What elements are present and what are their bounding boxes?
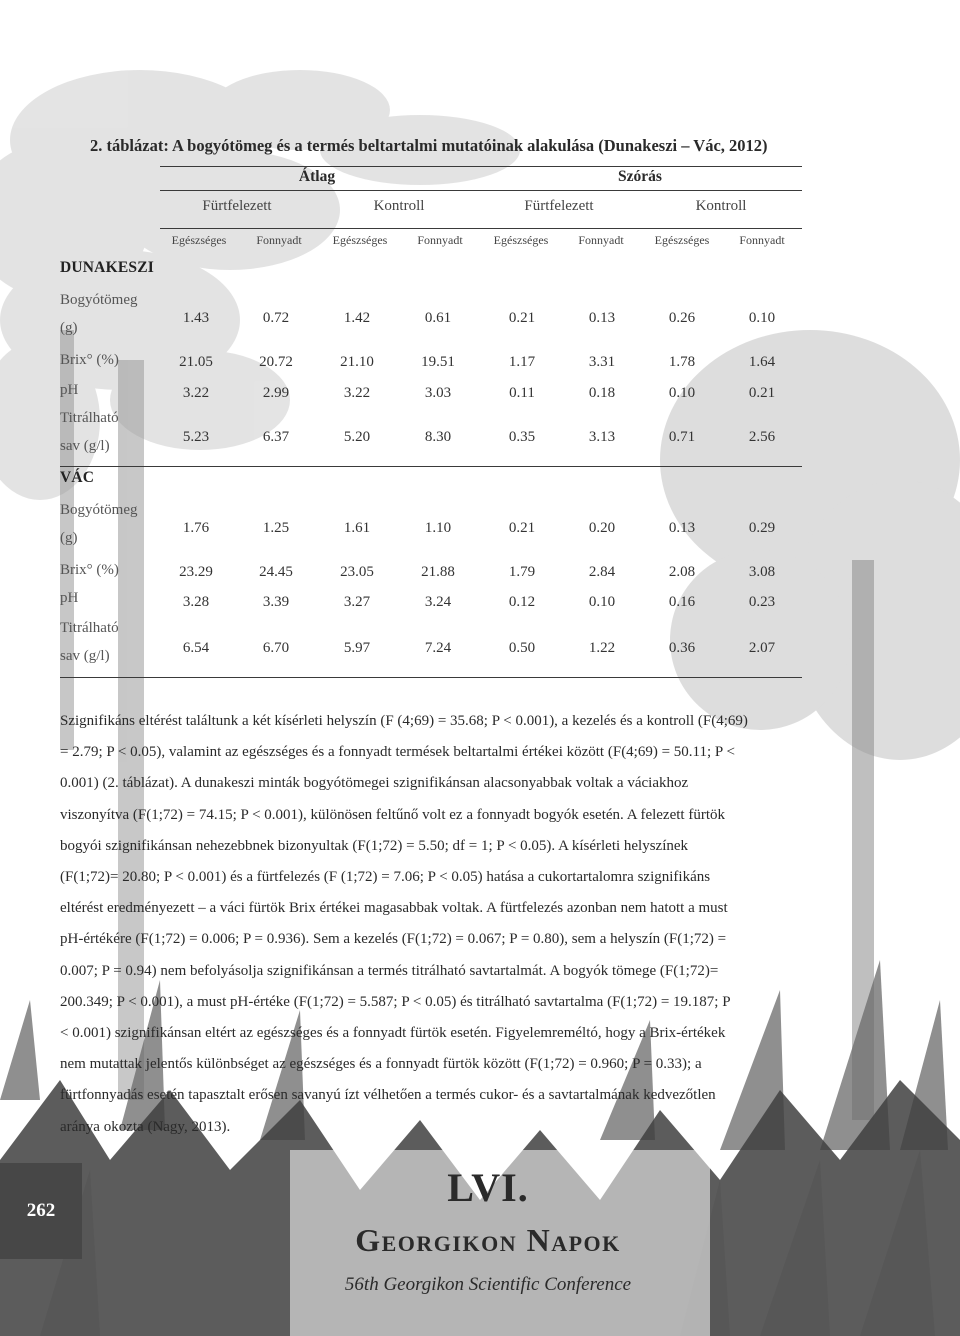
row-label-line: Bogyótömeg	[60, 502, 138, 518]
table-cell: 2.84	[588, 564, 616, 580]
row-label	[60, 584, 78, 612]
table-cell: 1.22	[588, 640, 616, 656]
table-cell: 24.45	[259, 564, 293, 580]
table-cell: 0.36	[668, 640, 696, 656]
page-number: 262	[26, 1200, 56, 1221]
table-cell: 0.11	[509, 385, 535, 401]
table-cell: 21.88	[421, 564, 455, 580]
table-cell: 0.71	[668, 429, 696, 445]
conference-name: Georgikon Napok	[355, 1222, 621, 1258]
row-label-line: Titrálható	[60, 620, 119, 636]
column-header: Egészséges	[654, 233, 710, 247]
paragraph-line: aránya okozta (Nagy, 2013).	[60, 1118, 231, 1135]
table-cell: 21.05	[179, 354, 213, 370]
table-cell: 0.10	[668, 385, 696, 401]
paragraph-line: = 2.79; P < 0.05), valamint az egészséges és a fonnyadt termések beltartalmi értékei között (F(4;69) = 50.11; P <	[60, 744, 735, 761]
table-cell: 0.18	[588, 385, 616, 401]
table-cell: 5.23	[182, 429, 210, 445]
table-cell: 0.12	[508, 594, 536, 610]
table-cell: 0.61	[424, 310, 452, 326]
subgroup-header-furtfelezett-szoras: Fürtfelezett	[524, 198, 594, 214]
table-top-rule	[160, 166, 802, 167]
table-cell: 0.72	[262, 310, 290, 326]
paragraph-line: 200.349; P < 0.001), a must pH-értéke (F(1;72) = 5.587; P < 0.05) és titrálható savtartalma (F(1;72) = 19.187; P	[60, 993, 731, 1010]
table-cell: 0.13	[668, 520, 696, 536]
table-cell: 1.10	[424, 520, 452, 536]
table-cell: 23.05	[340, 564, 374, 580]
row-label	[60, 614, 119, 670]
row-label	[60, 404, 119, 460]
row-label	[60, 496, 138, 552]
subgroup-header-kontroll-atlag: Kontroll	[373, 198, 425, 214]
table-cell: 3.31	[588, 354, 616, 370]
table-cell: 0.21	[508, 310, 536, 326]
table-cell: 0.35	[508, 429, 536, 445]
group-rule	[160, 190, 802, 191]
table-cell: 6.54	[182, 640, 210, 656]
group-header-szoras: Szórás	[618, 168, 662, 185]
conference-subtitle: 56th Georgikon Scientific Conference	[344, 1274, 632, 1295]
subgroup-rule	[160, 228, 802, 229]
paragraph-line: Szignifikáns eltérést találtunk a két kísérleti helyszín (F (4;69) = 35.68; P < 0.001), a kezelés és a kontroll (F(4;69)	[60, 713, 748, 729]
paragraph-line: < 0.001) szignifikánsan eltért az egészséges és a fonnyadt fürtök esetén. Figyelemreméltó, hogy a Brix-értékek	[60, 1025, 726, 1042]
column-header: Fonnyadt	[417, 233, 463, 247]
column-header: Egészséges	[332, 233, 388, 247]
table-cell: 2.99	[262, 385, 290, 401]
site-heading-dunakeszi: DUNAKESZI	[60, 259, 154, 276]
row-label-line: (g)	[60, 320, 78, 336]
table-cell: 3.13	[588, 429, 616, 445]
table-caption: 2. táblázat: A bogyótömeg és a termés beltartalmi mutatóinak alakulása (Dunakeszi – Vác, 2012)	[90, 136, 768, 155]
table-cell: 5.97	[343, 640, 371, 656]
table-cell: 1.17	[508, 354, 536, 370]
row-label	[60, 286, 138, 342]
row-label	[60, 346, 119, 374]
table-cell: 1.78	[668, 354, 696, 370]
row-label-line: sav (g/l)	[60, 648, 110, 664]
table-cell: 6.37	[262, 429, 290, 445]
row-label-line: Titrálható	[60, 410, 119, 426]
table-cell: 2.08	[668, 564, 696, 580]
column-header: Egészséges	[171, 233, 227, 247]
table-cell: 0.21	[748, 385, 776, 401]
subgroup-header-furtfelezett-atlag: Fürtfelezett	[202, 198, 272, 214]
table-cell: 8.30	[424, 429, 452, 445]
table-cell: 1.25	[262, 520, 290, 536]
table-cell: 3.24	[424, 594, 452, 610]
table-cell: 2.56	[748, 429, 776, 445]
table-cell: 0.13	[588, 310, 616, 326]
group-header-atlag: Átlag	[298, 168, 336, 185]
table-cell: 0.20	[588, 520, 616, 536]
row-label-line: sav (g/l)	[60, 438, 110, 454]
table-cell: 23.29	[179, 564, 213, 580]
paragraph-line: bogyói szignifikánsan nehezebbnek bizonyultak (F(1;72) = 5.50; df = 1; P < 0.05). A kísérleti helyszínek	[60, 837, 689, 854]
table-cell: 3.22	[182, 385, 210, 401]
table-cell: 1.61	[343, 520, 371, 536]
row-label	[60, 556, 119, 584]
table-cell: 5.20	[343, 429, 371, 445]
table-cell: 0.29	[748, 520, 776, 536]
table-cell: 21.10	[340, 354, 374, 370]
column-header: Fonnyadt	[739, 233, 785, 247]
table-cell: 19.51	[421, 354, 455, 370]
subgroup-header-kontroll-szoras: Kontroll	[695, 198, 747, 214]
conference-number: LVI.	[447, 1165, 529, 1210]
table-cell: 3.08	[748, 564, 776, 580]
table-cell: 7.24	[424, 640, 452, 656]
column-header: Fonnyadt	[578, 233, 624, 247]
table-cell: 0.10	[588, 594, 616, 610]
table-cell: 0.10	[748, 310, 776, 326]
row-label-line: pH	[60, 590, 79, 606]
paragraph-line: (F(1;72)= 20.80; P < 0.001) és a fürtfelezés (F (1;72) = 7.06; P < 0.05) hatása a cukortartalomra szignifikáns	[60, 869, 711, 886]
paragraph-line: pH-értékére (F(1;72) = 0.006; P = 0.936). Sem a kezelés (F(1;72) = 0.067; P = 0.80), sem a helyszín (F(1;72) =	[60, 931, 727, 948]
paragraph-line: fürtfonnyadás esetén tapasztalt erősen savanyú ízt vélhetően a termés cukor- és a savtartalmának kedvezőtlen	[60, 1087, 716, 1104]
table-cell: 0.23	[748, 594, 776, 610]
table-cell: 3.28	[182, 594, 210, 610]
table-cell: 1.64	[748, 354, 776, 370]
paragraph-line: 0.007; P = 0.94) nem befolyásolja szignifikánsan a termés titrálható savtartalmát. A bogyók tömege (F(1;72)=	[60, 962, 719, 979]
table-cell: 20.72	[259, 354, 293, 370]
row-label-line: Bogyótömeg	[60, 292, 138, 308]
row-label-line: Brix° (%)	[60, 352, 119, 368]
table-cell: 1.79	[508, 564, 536, 580]
paragraph-line: nem mutattak jelentős különbséget az egészséges és a fonnyadt fürtök között (F(1;72) = 0.960; P = 0.33); a	[60, 1056, 702, 1073]
row-label-line: (g)	[60, 530, 78, 546]
column-header: Egészséges	[493, 233, 549, 247]
table-cell: 0.21	[508, 520, 536, 536]
body-paragraph	[60, 706, 838, 1143]
table-cell: 3.39	[262, 594, 290, 610]
table-cell: 1.42	[343, 310, 371, 326]
table-cell: 0.26	[668, 310, 696, 326]
paragraph-line: eltérést eredményezett – a váci fürtök Brix értékei magasabbak voltak. A fürtfelezés azonban nem hatott a must	[60, 900, 728, 917]
row-label-line: pH	[60, 382, 79, 398]
paragraph-line: 0.001) (2. táblázat). A dunakeszi minták bogyótömegei szignifikánsan alacsonyabbak voltak a váciakhoz	[60, 775, 689, 792]
table-cell: 0.50	[508, 640, 536, 656]
table-cell: 0.16	[668, 594, 696, 610]
row-label-line: Brix° (%)	[60, 562, 119, 578]
column-header: Fonnyadt	[256, 233, 302, 247]
table-cell: 3.03	[424, 385, 452, 401]
table-bottom-rule	[60, 677, 802, 678]
table-cell: 1.76	[182, 520, 210, 536]
row-label	[60, 376, 78, 404]
table-cell: 1.43	[182, 310, 210, 326]
site-heading-vac: VÁC	[60, 469, 95, 486]
site-separator-rule	[60, 466, 802, 467]
table-cell: 2.07	[748, 640, 776, 656]
table-cell: 3.27	[343, 594, 371, 610]
table-cell: 3.22	[343, 385, 371, 401]
table-cell: 6.70	[262, 640, 290, 656]
paragraph-line: viszonyítva (F(1;72) = 74.15; P < 0.001), különösen feltűnő volt ez a fonnyadt bogyók esetén. A felezett fürtök	[60, 806, 725, 823]
